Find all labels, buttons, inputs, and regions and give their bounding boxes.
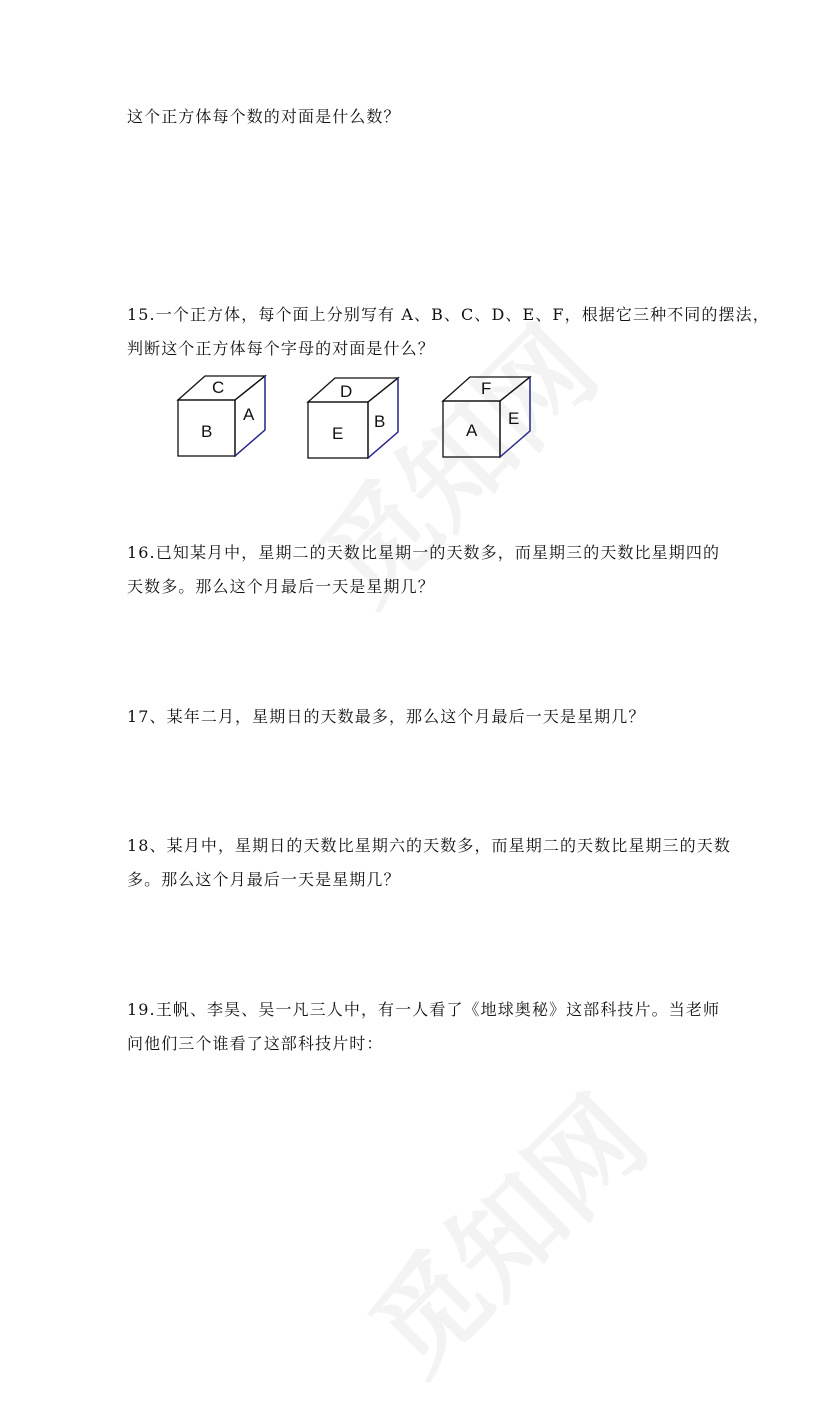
watermark-bottom [330, 1057, 675, 1402]
cube-diagram-2 [306, 375, 400, 459]
cube-top-label: F [481, 379, 492, 398]
cube-side-label: B [374, 412, 386, 431]
q15-text-line2: 判断这个正方体每个字母的对面是什么？ [127, 339, 435, 358]
q18-text-line2: 多。那么这个月最后一天是星期几？ [127, 870, 401, 889]
cube-front-label: A [466, 421, 478, 440]
q16-text-line1: 16.已知某月中，星期二的天数比星期一的天数多，而星期三的天数比星期四的 [127, 543, 721, 562]
cube-top-label: D [340, 382, 353, 401]
cube-top-face [308, 378, 398, 402]
cube-front-label: B [201, 422, 213, 441]
cube-side-label: A [243, 405, 255, 424]
q19-text-line1: 19.王帆、李昊、吴一凡三人中，有一人看了《地球奥秘》这部科技片。当老师 [127, 1000, 721, 1019]
cube-front-label: E [332, 424, 344, 443]
cube-side-label: E [508, 409, 520, 428]
q17-text: 17、某年二月，星期日的天数最多，那么这个月最后一天是星期几？ [127, 707, 646, 726]
q15-text-line1: 15.一个正方体，每个面上分别写有 A、B、C、D、E、F，根据它三种不同的摆法， [127, 305, 770, 324]
q19-text-line2: 问他们三个谁看了这部科技片时： [127, 1034, 384, 1053]
cube-diagram-3 [441, 374, 533, 458]
q14-text: 这个正方体每个数的对面是什么数？ [127, 107, 401, 126]
q16-text-line2: 天数多。那么这个月最后一天是星期几？ [127, 577, 435, 596]
q18-text-line1: 18、某月中，星期日的天数比星期六的天数多，而星期二的天数比星期三的天数 [127, 836, 731, 855]
cube-diagram-1 [176, 373, 268, 457]
cube-top-label: C [212, 378, 225, 397]
